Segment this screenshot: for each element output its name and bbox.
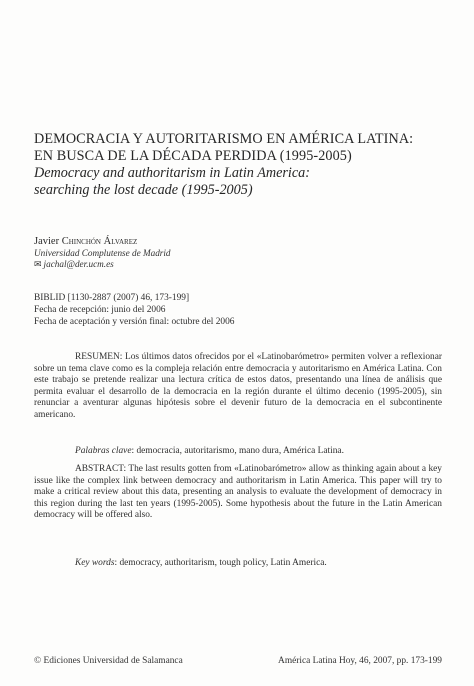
- biblid-line: BIBLID [1130-2887 (2007) 46, 173-199]: [34, 293, 190, 303]
- palabras-clave: [34, 446, 442, 458]
- resumen-text: RESUMEN: Los últimos datos ofrecidos por el «Latinobarómetro» permiten volver a reflexionar sobre un tema clave como es la compleja relación entre democracia y autoritarismo en América Latina. Con este trabajo se pretende realizar una lectura crítica de estos datos, presentando una línea de análisis que permita evaluar el desarrollo de la democracia en la región durante el último decenio (1995-2005), sin renunciar a aventurar algunas hipótesis sobre el devenir futuro de la democracia en el subcontinente americano.: [34, 352, 442, 420]
- title-spanish-line-1: DEMOCRACIA Y AUTORITARISMO EN AMÉRICA LATINA:: [34, 131, 414, 147]
- author-email-line: [34, 259, 434, 270]
- palabras-clave-text: : democracia, autoritarismo, mano dura, América Latina.: [131, 446, 344, 456]
- acceptance-date-line: Fecha de aceptación y versión final: octubre del 2006: [34, 316, 235, 327]
- key-words-text: : democracy, authoritarism, tough policy, Latin America.: [114, 558, 327, 568]
- footer-publisher: © Ediciones Universidad de Salamanca: [34, 656, 183, 666]
- palabras-clave-label: Palabras clave: [75, 446, 132, 456]
- author-block: [34, 235, 434, 270]
- abstract-block: [34, 464, 442, 522]
- title-english-line-2: searching the lost decade (1995-2005): [34, 182, 253, 198]
- author-surname: Chinchón Álvarez: [61, 236, 138, 247]
- bibliographic-info: [34, 293, 434, 328]
- author-first-name: Javier: [34, 236, 60, 247]
- key-words-label: Key words: [75, 558, 115, 568]
- resumen-block: [34, 352, 442, 422]
- title-english-line-1: Democracy and authoritarism in Latin America:: [34, 165, 310, 181]
- author-email[interactable]: jachal@der.ucm.es: [43, 259, 114, 269]
- author-name: [34, 235, 434, 248]
- envelope-icon: ✉: [34, 259, 42, 269]
- abstract-text: ABSTRACT: The last results gotten from «Latinobarómetro» allow as thinking again about a key issue like the complex link between democracy and authoritarism in Latin America. This paper will try to make a critical review about this data, presenting an analysis to evaluate the development of democracy in this region during the last ten years (1995-2005). Some hypothesis about the future in the Latin American democracy will be offered also.: [34, 464, 442, 521]
- footer-citation: América Latina Hoy, 46, 2007, pp. 173-199: [278, 656, 442, 666]
- key-words: [34, 558, 442, 570]
- reception-date-line: Fecha de recepción: junio del 2006: [34, 304, 166, 315]
- title-spanish-line-2: EN BUSCA DE LA DÉCADA PERDIDA (1995-2005): [34, 148, 352, 164]
- title-block: [34, 131, 444, 199]
- author-affiliation: Universidad Complutense de Madrid: [34, 248, 171, 258]
